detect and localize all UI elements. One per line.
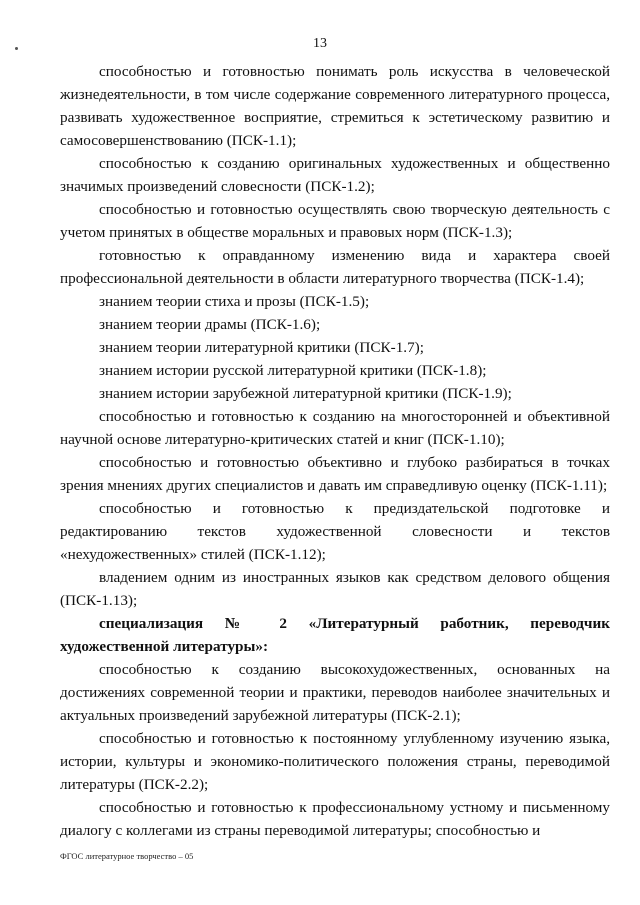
competency-paragraph: знанием теории стиха и прозы (ПСК-1.5); (99, 293, 370, 310)
competency-paragraph: способностью и готовностью объективно и глубоко разбираться в точках зрения мнениях других специалистов и давать им справедливую оценку (ПСК-1.11); (60, 454, 610, 494)
competency-paragraph: готовностью к оправданному изменению вида и характера своей профессиональной деятельности в области литературного творчества (ПСК-1.4); (60, 247, 610, 287)
section-heading: специализация № 2 «Литературный работник, переводчик художественной литературы»: (60, 615, 610, 655)
competency-paragraph: знанием истории русской литературной критики (ПСК-1.8); (99, 362, 487, 379)
competency-paragraph: способностью и готовностью к предиздательской подготовке и редактированию текстов художественной словесности и текстов «нехудожественных» стилей (ПСК-1.12); (60, 500, 610, 563)
competency-paragraph: способностью и готовностью осуществлять свою творческую деятельность с учетом принятых в обществе моральных и правовых норм (ПСК-1.3); (60, 201, 610, 241)
page-footer: ФГОС литературное творчество – 05 (60, 851, 194, 861)
competency-paragraph: способностью и готовностью к профессиональному устному и письменному диалогу с коллегами из страны переводимой литературы; способностью и (60, 799, 610, 839)
competency-paragraph: способностью и готовностью понимать роль искусства в человеческой жизнедеятельности, в том числе содержание современного литературного процесса, развивать художественное восприятие, стремиться к эстетическому развитию и самосовершенствованию (ПСК-1.1); (60, 63, 610, 149)
competency-paragraph: способностью к созданию высокохудожественных, основанных на достижениях современной теории и практики, переводов наиболее значительных и актуальных произведений зарубежной литературы (ПСК-2.1); (60, 661, 610, 724)
competency-paragraph: знанием истории зарубежной литературной критики (ПСК-1.9); (99, 385, 512, 402)
competency-paragraph: способностью и готовностью к созданию на многосторонней и объективной научной основе литературно-критических статей и книг (ПСК-1.10); (60, 408, 610, 448)
page-number: 13 (313, 36, 327, 51)
document-body (60, 60, 610, 842)
competency-paragraph: знанием теории литературной критики (ПСК-1.7); (99, 339, 424, 356)
competency-paragraph: владением одним из иностранных языков как средством делового общения (ПСК-1.13); (60, 569, 610, 609)
competency-paragraph: способностью и готовностью к постоянному углубленному изучению языка, истории, культуры и экономико-политического положения страны, переводимой литературы (ПСК-2.2); (60, 730, 610, 793)
competency-paragraph: способностью к созданию оригинальных художественных и общественно значимых произведений словесности (ПСК-1.2); (60, 155, 610, 195)
competency-paragraph: знанием теории драмы (ПСК-1.6); (99, 316, 321, 333)
